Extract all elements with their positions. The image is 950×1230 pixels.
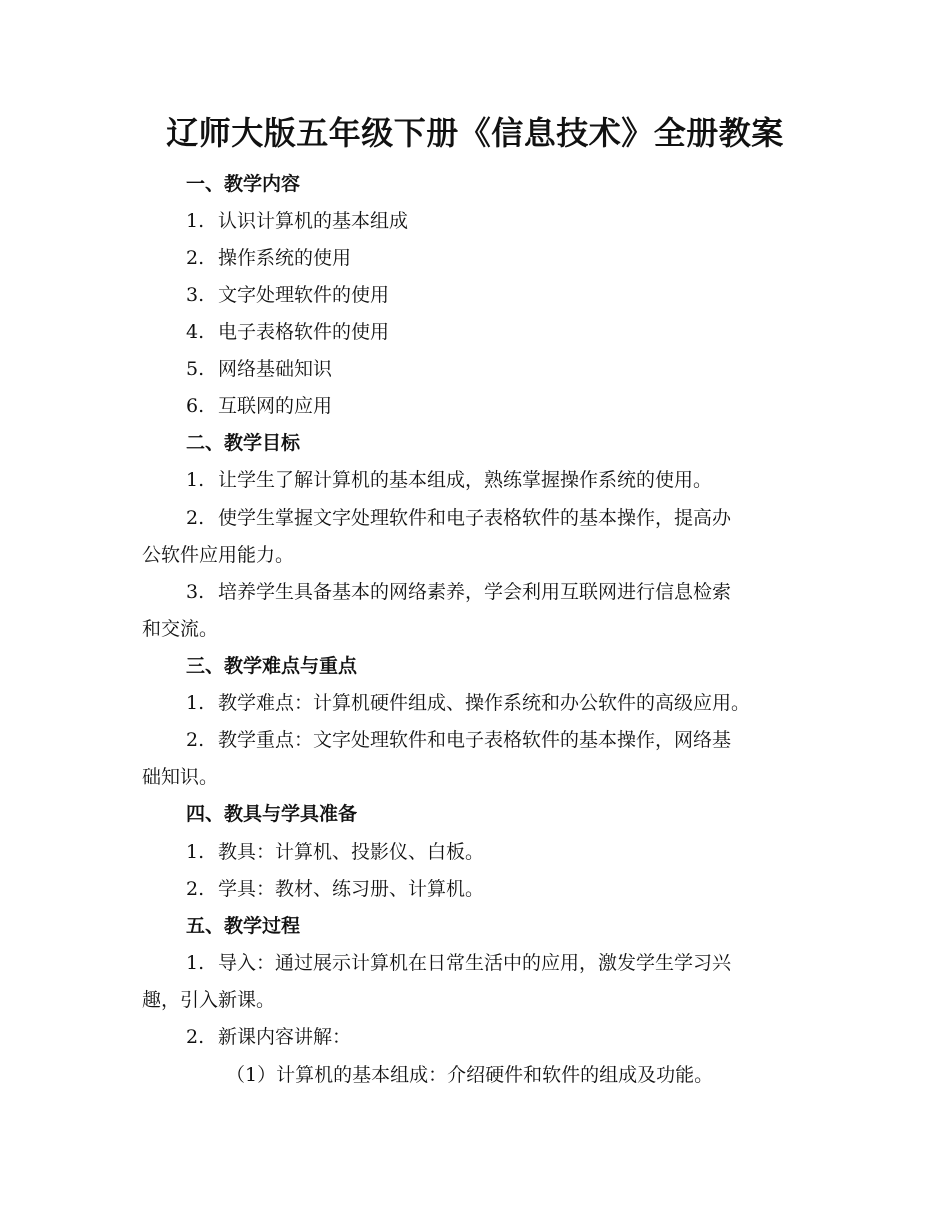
- list-item-continuation: 趣，引入新课。: [142, 989, 276, 1011]
- item-text: 网络基础知识: [218, 358, 333, 380]
- list-item: [142, 314, 866, 351]
- item-text: 使学生掌握文字处理软件和电子表格软件的基本操作，提高办: [218, 507, 732, 529]
- list-item: [142, 351, 866, 388]
- item-text: 文字处理软件的使用: [218, 284, 390, 306]
- item-number: 2.: [186, 878, 205, 900]
- list-item: [142, 203, 866, 240]
- list-item-continuation: 和交流。: [142, 618, 219, 640]
- item-text: 培养学生具备基本的网络素养，学会利用互联网进行信息检索: [218, 581, 732, 603]
- list-item: [142, 240, 866, 277]
- item-text: 导入：通过展示计算机在日常生活中的应用，激发学生学习兴: [218, 952, 732, 974]
- list-item: [142, 574, 866, 611]
- item-text: 电子表格软件的使用: [218, 321, 390, 343]
- item-text: 教学重点：文字处理软件和电子表格软件的基本操作，网络基: [218, 729, 732, 751]
- section-heading-goals: 二、教学目标: [186, 432, 301, 454]
- item-text: 认识计算机的基本组成: [218, 210, 409, 232]
- item-number: 1.: [186, 210, 205, 232]
- item-number: 2.: [186, 729, 205, 751]
- item-number: 3.: [186, 284, 205, 306]
- section-heading-content: 一、教学内容: [186, 173, 301, 195]
- document-title: 辽师大版五年级下册《信息技术》全册教案: [166, 114, 784, 152]
- item-text: 让学生了解计算机的基本组成，熟练掌握操作系统的使用。: [218, 469, 713, 491]
- item-text: 互联网的应用: [218, 395, 333, 417]
- item-number: 6.: [186, 395, 205, 417]
- item-number: 2.: [186, 247, 205, 269]
- list-item: [142, 500, 866, 537]
- item-number: 1.: [186, 952, 205, 974]
- item-number: 1.: [186, 469, 205, 491]
- item-number: 5.: [186, 358, 205, 380]
- section-heading-materials: 四、教具与学具准备: [186, 803, 358, 825]
- list-item: [142, 388, 866, 425]
- list-item: [142, 462, 866, 499]
- list-item-continuation: 公软件应用能力。: [142, 544, 295, 566]
- item-number: 4.: [186, 321, 205, 343]
- sub-list-item: （1）计算机的基本组成：介绍硬件和软件的组成及功能。: [226, 1064, 714, 1086]
- list-item-continuation: 础知识。: [142, 766, 219, 788]
- item-text: 教具：计算机、投影仪、白板。: [218, 841, 485, 863]
- item-number: 3.: [186, 581, 205, 603]
- section-heading-focus: 三、教学难点与重点: [186, 655, 358, 677]
- item-number: 2.: [186, 507, 205, 529]
- item-number: 1.: [186, 841, 205, 863]
- list-item: [142, 1019, 866, 1056]
- section-heading-process: 五、教学过程: [186, 915, 301, 937]
- item-text: 学具：教材、练习册、计算机。: [218, 878, 485, 900]
- list-item: [142, 834, 866, 871]
- item-number: 2.: [186, 1026, 205, 1048]
- item-text: 教学难点：计算机硬件组成、操作系统和办公软件的高级应用。: [218, 692, 751, 714]
- list-item: [142, 945, 866, 982]
- list-item: [142, 871, 866, 908]
- item-text: 新课内容讲解：: [218, 1026, 352, 1048]
- item-number: 1.: [186, 692, 205, 714]
- list-item: [142, 685, 866, 722]
- list-item: [142, 722, 866, 759]
- list-item: [142, 277, 866, 314]
- item-text: 操作系统的使用: [218, 247, 352, 269]
